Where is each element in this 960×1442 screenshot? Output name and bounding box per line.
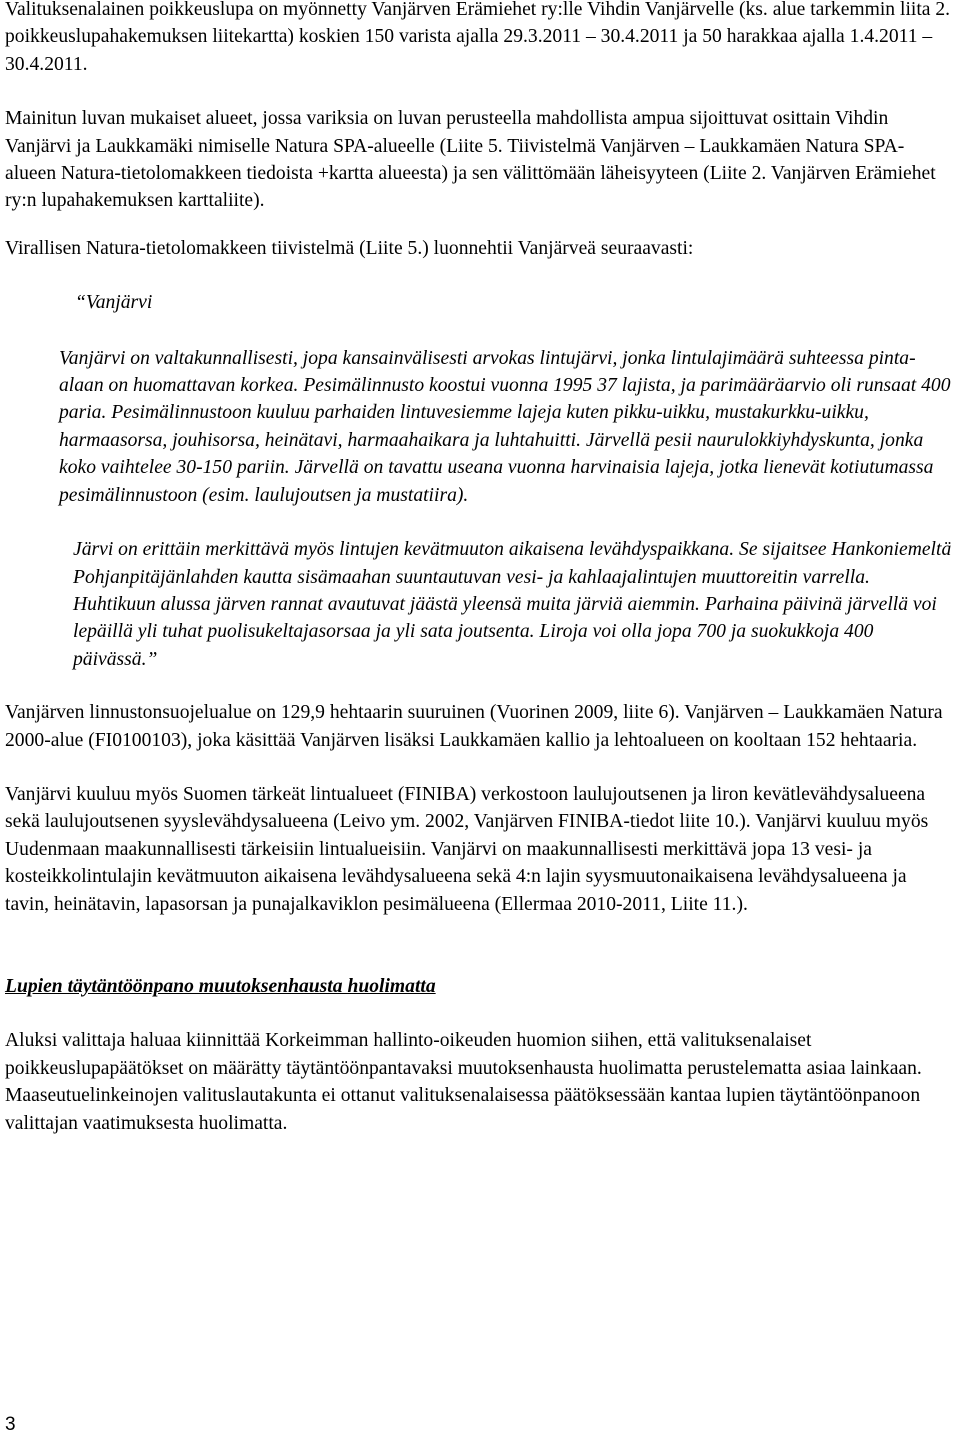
document-page <box>5 0 955 1137</box>
protection-area-paragraph: Vanjärven linnustonsuojelualue on 129,9 hehtaarin suuruinen (Vuorinen 2009, liite 6). Vanjärven – Laukkamäen Natura 2000-alue (FI0100103), joka käsittää Vanjärven lisäksi Laukkamäen kallio ja lehtoalueen on kooltaan 152 hehtaaria. <box>5 702 943 751</box>
section-heading: Lupien täytäntöönpano muutoksenhausta huolimatta <box>5 975 436 997</box>
quote-title: “Vanjärvi <box>75 292 153 314</box>
official-summary-intro: Virallisen Natura-tietolomakkeen tiivistelmä (Liite 5.) luonnehtii Vanjärveä seuraavasti: <box>5 237 694 259</box>
quote-paragraph-migration: Järvi on erittäin merkittävä myös lintujen kevätmuuton aikaisena levähdyspaikkana. Se sijaitsee Hankoniemeltä Pohjanpitäjänlahden kautta sisämaahan suuntautuvan vesi- ja kahlaajalintujen muuttoreitin varrella. Huhtikuun alussa järven rannat avautuvat jäästä yleensä muita järviä aiemmin. Parhaina päivinä järvellä voi lepäillä yli tuhat puolisukeltajasorsaa ja yli sata joutsenta. Liroja voi olla jopa 700 ja suokukkoja 400 päivässä.” <box>73 539 952 670</box>
permit-basis-paragraph: Mainitun luvan mukaiset alueet, jossa variksia on luvan perusteella mahdollista ampua sijoittuvat osittain Vihdin Vanjärvi ja Laukkamäki nimiselle Natura SPA-alueelle (Liite 5. Tiivistelmä Vanjärven – Laukkamäen Natura SPA-alueen Natura-tietolomakkeen tiedoista +kartta alueesta) ja sen välittömään läheisyyteen (Liite 2. Vanjärven Erämiehet ry:n lupahakemuksen karttaliite). <box>5 108 936 212</box>
appeal-paragraph: Aluksi valittaja haluaa kiinnittää Korkeimman hallinto-oikeuden huomion siihen, että valituksenalaiset poikkeuslupapäätökset on määrätty täytäntöönpantavaksi muutoksenhausta huolimatta perustelematta asiaa lainkaan. Maaseutuelinkeinojen valituslautakunta ei ottanut valituksenalaisessa päätöksessään kantaa lupien täytäntöönpanoon valittajan vaatimuksesta huolimatta. <box>5 1030 922 1134</box>
intro-paragraph: Valituksenalainen poikkeuslupa on myönnetty Vanjärven Erämiehet ry:lle Vihdin Vanjärvelle (ks. alue tarkemmin liita 2. poikkeuslupahakemuksen liitekartta) koskien 150 varista ajalla 29.3.2011 – 30.4.2011 ja 50 harakkaa ajalla 1.4.2011 – 30.4.2011. <box>5 0 951 75</box>
page-number: 3 <box>5 1414 16 1435</box>
finiba-paragraph: Vanjärvi kuuluu myös Suomen tärkeät lintualueet (FINIBA) verkostoon laulujoutsenen ja liron kevätlevähdysalueena sekä laulujoutsenen syyslevähdysalueena (Leivo ym. 2002, Vanjärven FINIBA-tiedot liite 10.). Vanjärvi kuuluu myös Uudenmaan maakunnallisesti tärkeisiin lintualueisiin. Vanjärvi on maakunnallisesti merkittävä jopa 13 vesi- ja kosteikkolintulajin kevätmuuton aikaisena levähdysalueena sekä 4:n lajin syysmuutonaikaisena levähdysalueena ja tavin, heinätavin, lapasorsan ja punajalkaviklon pesimälueena (Ellermaa 2010-2011, Liite 11.). <box>5 783 929 915</box>
quote-paragraph-breeding: Vanjärvi on valtakunnallisesti, jopa kansainvälisesti arvokas lintujärvi, jonka lintulajimäärä suhteessa pinta-alaan on huomattavan korkea. Pesimälinnusto koostui vuonna 1995 37 lajista, ja parimääräarvio oli runsaat 400 paria. Pesimälinnustoon kuuluu parhaiden lintuvesiemme lajeja kuten pikku-uikku, mustakurkku-uikku, harmaasorsa, jouhisorsa, heinätavi, harmaahaikara ja luhtahuitti. Järvellä pesii naurulokkiyhdyskunta, jonka koko vaihtelee 30-150 pariin. Järvellä on tavattu useana vuonna harvinaisia lajeja, jotka lienevät kotiutumassa pesimälinnustoon (esim. laulujoutsen ja mustatiira). <box>59 347 951 506</box>
natura-quote <box>59 289 955 673</box>
